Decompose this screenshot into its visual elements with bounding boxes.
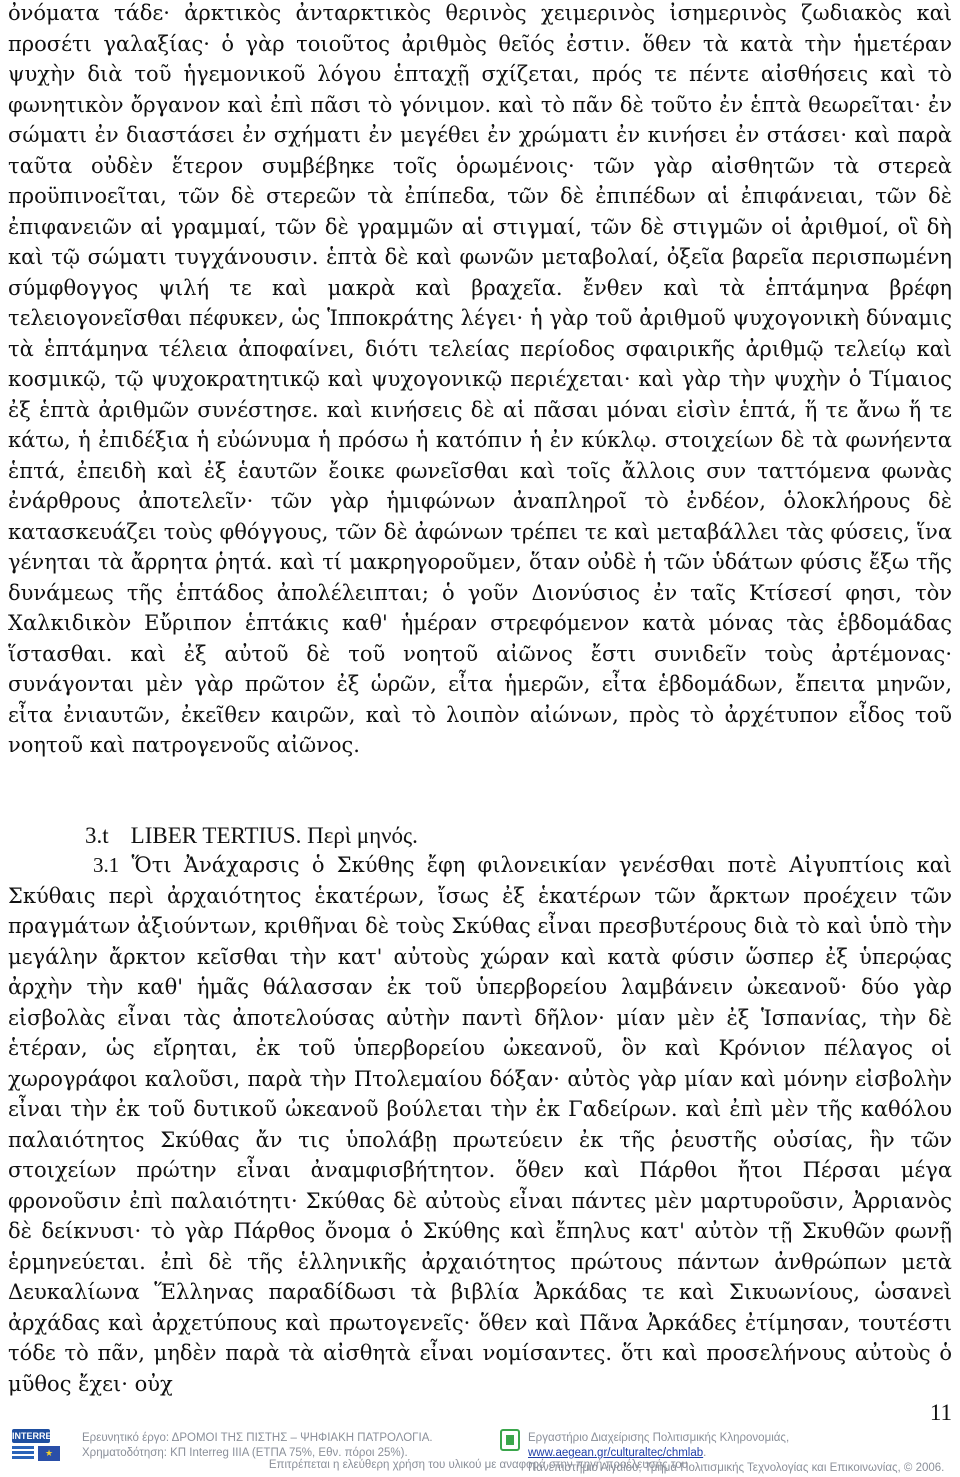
section-heading [85, 820, 418, 852]
footer-project-info [82, 1431, 433, 1461]
footer-license-line: Επιτρέπεται η ελεύθερη χρήση του υλικού με αναφορά στην πηγή προέλευσής του. [268, 1459, 692, 1471]
footer-project-line: Ερευνητικό έργο: ΔΡΟΜΟΙ ΤΗΣ ΠΙΣΤΗΣ – ΨΗΦΙΑΚΗ ΠΑΤΡΟΛΟΓΙΑ. [82, 1432, 433, 1444]
paragraph-number: 3.1 [93, 853, 120, 877]
culture-lab-logo [500, 1429, 520, 1451]
footer-funding-line: Χρηματοδότηση: ΚΠ Interreg IIIA (ΕΤΠΑ 75%, Εθν. πόροι 25%). [82, 1447, 408, 1459]
body-paragraph: ὀνόματα τάδε· ἀρκτικὸς ἀνταρκτικὸς θερινὸς χειμερινὸς ἰσημερινὸς ζωδιακὸς καὶ προσέτι γαλαξίας· ὁ γὰρ τοιοῦτος ἀριθμὸς θεῖός ἐστιν. ὅθεν τὰ κατὰ τὴν ἡμετέραν ψυχὴν διὰ τοῦ ἡγεμονικοῦ λόγου ἑπταχῇ σχίζεται, πρός τε πέντε αἰσθήσεις καὶ τὸ φωνητικὸν ὄργανον καὶ ἐπὶ πᾶσι τὸ γόνιμον. καὶ τὸ πᾶν δὲ τοῦτο ἐν ἑπτὰ θεωρεῖται· ἐν σώματι ἐν διαστάσει ἐν σχήματι ἐν μεγέθει ἐν χρώματι ἐν κινήσει ἐν στάσει· καὶ παρὰ ταῦτα οὐδὲν ἕτερον συμβέβηκε τοῖς ὁρωμένοις· τῶν γὰρ αἰσθητῶν τὰ στερεὰ προϋπινοεῖται, τῶν δὲ στερεῶν τὰ ἐπίπεδα, τῶν δὲ ἐπιπέδων αἱ ἐπιφάνειαι, τῶν δὲ ἐπιφανειῶν αἱ γραμμαί, τῶν δὲ γραμμῶν αἱ στιγμαί, τῶν δὲ στιγμῶν οἱ ἀριθμοί, οἳ δὴ καὶ τῷ σώματι τυγχάνουσιν. ἑπτὰ δὲ καὶ φωνῶν μεταβολαί, ὀξεῖα βαρεῖα περισπωμένη σύμφθογγος ψιλή τε καὶ μακρὰ καὶ βραχεῖα. ἔνθεν καὶ τὰ ἑπτάμηνα βρέφη τελειογονεῖσθαι πέφυκεν, ὡς Ἱπποκράτης λέγει· ἡ γὰρ τοῦ ἀριθμοῦ ψυχογονικὴ δύναμις τὰ ἑπτάμηνα τέλεια ἀποφαίνει, διότι τελείας περίοδος σφαιρικῆς ἀριθμῷ τελείῳ καὶ κοσμικῷ, τῷ ψυχοκρατητικῷ καὶ ψυχογονικῷ περιέχεται· καὶ γὰρ τὴν ψυχὴν ὁ Τίμαιος ἐξ ἑπτὰ ἀριθμῶν συνέστησε. καὶ κινήσεις δὲ αἱ πᾶσαι μόναι εἰσὶν ἑπτά, ἥ τε ἄνω ἥ τε κάτω, ἡ ἐπιδέξια ἡ εὐώνυμα ἡ πρόσω ἡ κατόπιν ἡ ἐν κύκλῳ. στοιχείων δὲ τὰ φωνήεντα ἑπτά, ἐπειδὴ καὶ ἐξ ἑαυτῶν ἔοικε φωνεῖσθαι καὶ τοῖς ἄλλοις συν ταττόμενα φωνὰς ἐνάρθρους ἀποτελεῖν· τῶν γὰρ ἡμιφώνων ἀναπληροῖ τὸ ἐνδέον, ὁλοκλήρους δὲ κατασκευάζει τοὺς φθόγγους, τῶν δὲ ἀφώνων τρέπει τε καὶ μεταβάλλει τὰς φύσεις, ἵνα γένηται τὰ ἄρρητα ῥητά. καὶ τί μακρηγοροῦμεν, ὅταν οὐδὲ ἡ τῶν ὑδάτων φύσις ἔξω τῆς δυνάμεως τῆς ἑπτάδος ἀπολέλειπται; ὁ γοῦν Διονύσιος ἐν ταῖς Κτίσεσί φησι, τὸν Χαλκιδικὸν Εὔριπον ἑπτάκις καθ' ἡμέραν στρεφόμενον κατὰ μόνας τὰς ἑβδομάδας ἵστασθαι. καὶ ἐξ αὐτοῦ δὲ τοῦ νοητοῦ αἰῶνος ἔστι συνιδεῖν τοὺς ἀρτέμονας· συνάγονται μὲν γὰρ πρῶτον ἐξ ὡρῶν, εἶτα ἡμερῶν, εἶτα ἑβδομάδων, ἔπειτα μηνῶν, εἶτα ἐνιαυτῶν, ἐκεῖθεν καιρῶν, καὶ τὸ λοιπὸν αἰώνων, πρὸς τὸ ἀρχέτυπον εἶδος τοῦ νοητοῦ καὶ πατρογενοῦς αἰῶνος. [8, 1, 952, 757]
lab-website-link[interactable]: www.aegean.gr/culturaltec/chmlab [528, 1447, 704, 1459]
section-paragraph-text: Ὅτι Ἀνάχαρσις ὁ Σκύθης ἔφη φιλονεικίαν γενέσθαι ποτὲ Αἰγυπτίοις καὶ Σκύθαις περὶ ἀρχαιότητος ἑκατέρων, ἴσως ἐξ ἑκατέρων τῶν ἄρκτων προέχειν τῶν πραγμάτων ἀξιούντων, κριθῆναι δὲ τοὺς Σκύθας εἶναι πρεσβυτέρους διὰ τὸ καὶ ὑπὸ τὴν μεγάλην ἄρκτον κεῖσθαι τὴν κατ' αὐτοὺς χώραν καὶ κατὰ φύσιν ὥσπερ ἐξ ὑπερῴας ἀρχὴν τὴν καθ' ἡμᾶς θάλασσαν ἐκ τοῦ ὑπερβορείου λαμβάνειν ὠκεανοῦ· δύο γὰρ εἰσβολὰς εἶναι τὰς ἀποτελούσας αὐτὴν παντὶ δῆλον· μίαν μὲν ἐξ Ἱσπανίας, τὴν δὲ ἑτέραν, ὡς εἴρηται, ἐκ τοῦ ὑπερβορείου ὠκεανοῦ, ὃν καὶ Κρόνιον πέλαγος οἱ χωρογράφοι καλοῦσι, παρὰ τὴν Πτολεμαίου δόξαν· αὐτὸς γὰρ μίαν καὶ μόνην εἰσβολὴν εἶναι τὴν ἐκ τοῦ δυτικοῦ ὠκεανοῦ βούλεται τὴν ἐκ Γαδείρων. καὶ ἐπὶ μὲν τῆς καθόλου παλαιότητος Σκύθας ἄν τις ὑπολάβῃ πρωτεύειν ἐκ τῆς ῥευστῆς οὐσίας, ἣν τῶν στοιχείων πρώτην εἶναι ἀναμφισβήτητον. ὅθεν καὶ Πάρθοι ἤτοι Πέρσαι μέγα φρονοῦσιν ἐπὶ παλαιότητι· Σκύθας δὲ αὐτοὺς εἶναι πάντες μὲν μαρτυροῦσιν, Ἀρριανὸς δὲ δείκνυσι· τὸ γὰρ Πάρθος ὄνομα ὁ Σκύθης καὶ ἔπηλυς κατ' αὐτὸν τῇ Σκυθῶν φωνῇ ἑρμηνεύεται. ἐπὶ δὲ τῆς ἑλληνικῆς ἀρχαιότητος πρώτους πάντων ἀνθρώπων μετὰ Δευκαλίωνα Ἕλληνας παραδίδωσι τὰ βιβλία Ἀρκάδας τε καὶ Σικυωνίους, ὡσανεὶ ἀρχάδας καὶ ἀρχετύπους καὶ πρωτογενεῖς· ὅθεν καὶ Πᾶνα Ἀρκάδες ἐτίμησαν, τουτέστι τόδε τὸ πᾶν, μηδὲν παρὰ τὰ αἰσθητὰ εἶναι νομίσαντες. ὅτι καὶ προσελήνους αὐτοὺς ὁ μῦθος ἔχει· οὐχ [8, 853, 952, 1396]
page-number: 11 [929, 1400, 952, 1425]
interreg-logo-text: INTERREG [12, 1431, 59, 1441]
section-paragraph [8, 850, 952, 1399]
page-footer [0, 1425, 960, 1477]
interreg-logo [12, 1429, 59, 1443]
section-number: 3.t [85, 823, 109, 848]
section-title: LIBER TERTIUS. Περὶ μηνός. [130, 823, 418, 848]
footer-lab-suffix: . [703, 1447, 707, 1459]
eu-flag-icon: ★ [38, 1446, 60, 1461]
footer-university-line: Πανεπιστήμιο Αιγαίου, Τμήμα Πολιτισμικής Τεχνολογίας και Επικοινωνίας, © 2006. [528, 1462, 945, 1474]
footer-lab-name: Εργαστήριο Διαχείρισης Πολιτισμικής Κληρονομιάς, [528, 1432, 790, 1444]
footer-lab-line [528, 1431, 960, 1461]
